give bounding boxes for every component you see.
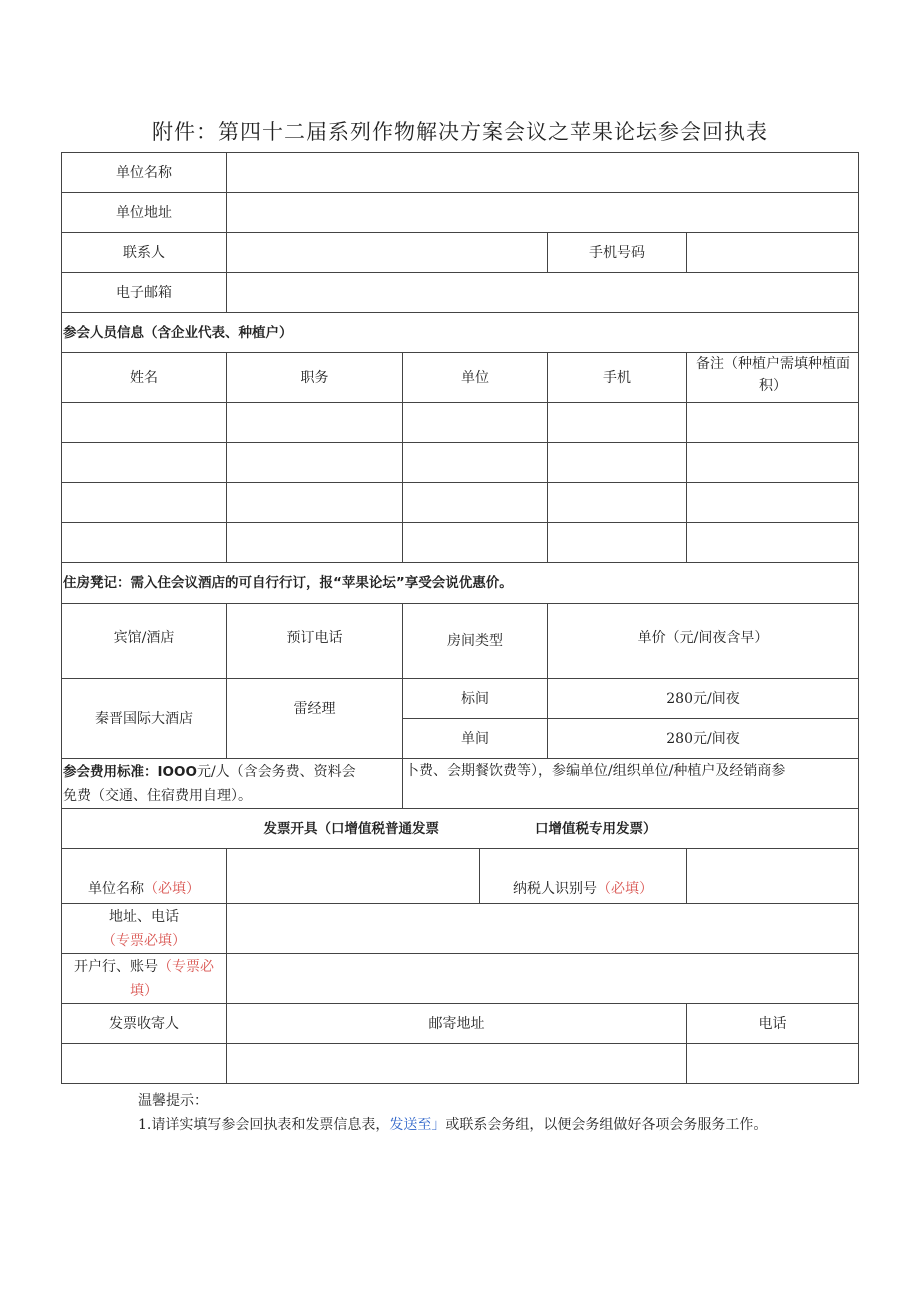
header-booking-phone: 预订电话 [286, 630, 343, 646]
tax-id-text: 纳税人识别号 [513, 881, 597, 897]
booking-contact: 雷经理 [293, 701, 336, 717]
attendee-row[interactable] [62, 523, 858, 562]
attendee-row[interactable] [62, 403, 858, 442]
fee-text-b: 免费（交通、住宿费用自理）。 [63, 787, 252, 804]
invoice-type-special[interactable]: 口增值税专用发票） [535, 820, 657, 837]
attendee-row[interactable] [62, 483, 858, 522]
fee-text-continued: 卜费、会期餐饮费等），参编单位/组织单位/种植户及经销商参 [405, 763, 786, 779]
hotel-name: 秦晋国际大酒店 [95, 710, 193, 727]
recipient-phone-label: 电话 [758, 1015, 787, 1032]
header-position: 职务 [300, 369, 329, 386]
unit-name-label: 单位名称 [116, 164, 172, 181]
bank-account-line-1 [74, 955, 214, 979]
recipient-label: 发票收寄人 [109, 1015, 179, 1032]
bank-required-b: 填） [130, 982, 158, 999]
send-to-link[interactable]: 发送至」 [389, 1117, 446, 1133]
housing-section-title: 住房凳记：需入住会议酒店的可自行行订，报“苹果论坛”享受会说优惠价。 [63, 575, 513, 591]
header-hotel: 宾馆/酒店 [113, 630, 175, 646]
fee-amount: IOOO [157, 763, 197, 780]
invoice-title [62, 809, 858, 848]
phone-label: 手机号码 [589, 244, 645, 261]
notes-line-a: 1.请详实填写参会回执表和发票信息表， [138, 1117, 390, 1133]
mail-address-label: 邮寄地址 [428, 1015, 485, 1032]
phone-field[interactable] [687, 233, 858, 272]
room-price-standard: 280元/间夜 [666, 690, 740, 707]
required-mark: （必填） [144, 881, 200, 897]
room-type-single: 单间 [461, 730, 489, 747]
notes-line-b: 或联系会务组，以便会务组做好各项会务服务工作。 [445, 1117, 768, 1133]
mail-address-field[interactable] [227, 1044, 686, 1083]
attendee-row[interactable] [62, 443, 858, 482]
contact-label: 联系人 [123, 244, 165, 261]
invoice-unit-name-label [62, 849, 226, 903]
tax-id-label [480, 849, 686, 903]
unit-address-field[interactable] [227, 193, 858, 232]
invoice-type-normal[interactable]: 发票开具（口增值税普通发票 [263, 820, 439, 837]
address-phone-label [62, 904, 226, 953]
header-remark: 备注（种植户需填种植面积） [696, 356, 850, 394]
header-name: 姓名 [130, 369, 158, 386]
recipient-field[interactable] [62, 1044, 226, 1083]
attendee-section-title: 参会人员信息（含企业代表、种植户） [63, 324, 293, 341]
email-field[interactable] [227, 273, 858, 312]
room-price-single: 280元/间夜 [666, 730, 740, 747]
address-phone-text: 地址、电话 [109, 908, 179, 925]
header-unit: 单位 [461, 369, 489, 386]
room-type-standard: 标间 [461, 690, 489, 707]
invoice-unit-name-text: 单位名称 [88, 881, 144, 897]
fee-line-1 [63, 760, 356, 784]
bank-account-text: 开户行、账号 [74, 958, 158, 975]
email-label: 电子邮箱 [116, 284, 172, 301]
invoice-unit-name-field[interactable] [227, 849, 479, 903]
unit-address-label: 单位地址 [116, 204, 172, 221]
notes-heading: 温馨提示： [138, 1093, 208, 1109]
special-required-mark: （专票必填） [102, 932, 186, 949]
fee-label: 参会费用标准： [63, 763, 158, 780]
unit-name-field[interactable] [227, 153, 858, 192]
tax-id-field[interactable] [687, 849, 858, 903]
tax-id-required-mark: （必填） [597, 881, 653, 897]
bank-account-field[interactable] [227, 954, 858, 1003]
header-unit-price: 单价（元/间夜含早） [637, 630, 769, 646]
contact-field[interactable] [227, 233, 547, 272]
fee-standard [63, 759, 401, 808]
recipient-phone-field[interactable] [687, 1044, 858, 1083]
notes-line [138, 1114, 767, 1134]
fee-text-a: 元/人（含会务费、资料会 [196, 763, 356, 780]
header-mobile: 手机 [603, 369, 631, 386]
bank-required-a: （专票必 [158, 958, 214, 975]
bank-account-label [62, 954, 226, 1003]
page-title: 附件：第四十二届系列作物解决方案会议之苹果论坛参会回执表 [152, 120, 768, 144]
address-phone-field[interactable] [227, 904, 858, 953]
header-room-type: 房间类型 [447, 633, 503, 649]
